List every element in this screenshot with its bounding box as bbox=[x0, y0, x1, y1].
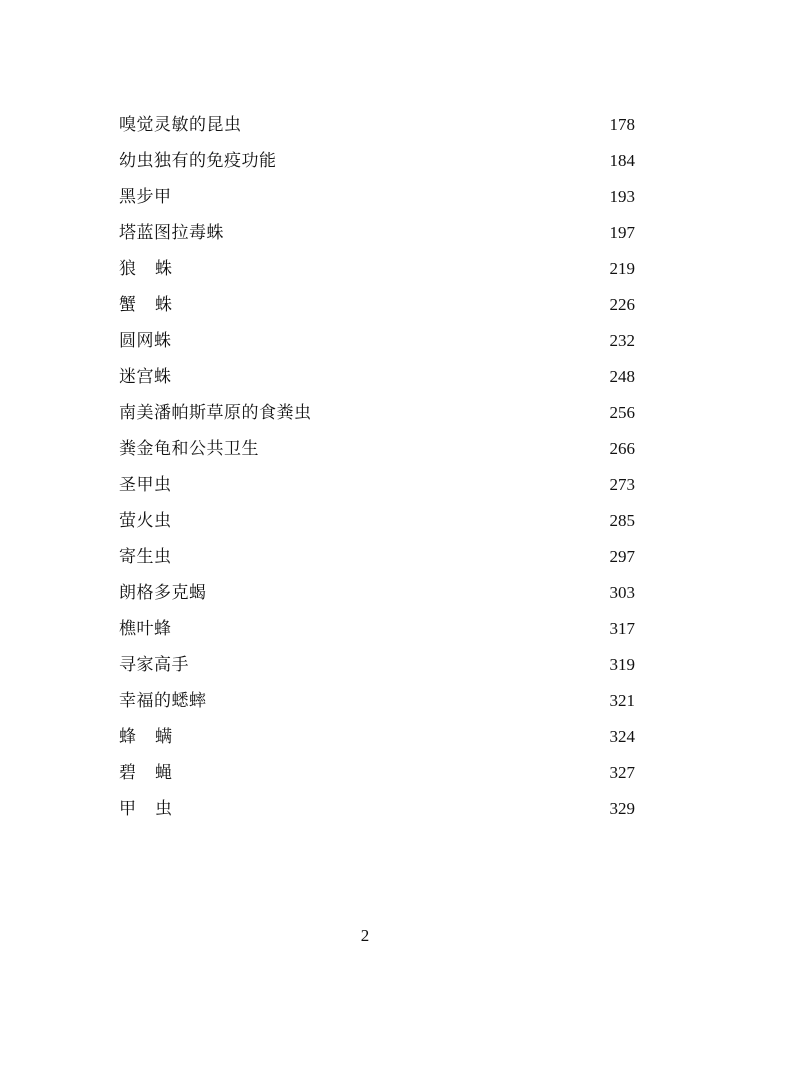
toc-entry[interactable] bbox=[119, 539, 635, 575]
dot-leader bbox=[275, 431, 596, 467]
toc-entry-title: 甲虫 bbox=[119, 799, 191, 819]
toc-entry[interactable] bbox=[119, 719, 635, 755]
toc-entry-page-number: 266 bbox=[609, 439, 635, 458]
dot-leader bbox=[207, 287, 596, 323]
toc-entry[interactable] bbox=[119, 143, 635, 179]
toc-entry-title: 圆网蛛 bbox=[119, 331, 172, 351]
toc-entry-page-number: 303 bbox=[609, 583, 635, 602]
toc-entry-page-number: 226 bbox=[609, 295, 635, 314]
toc-entry[interactable] bbox=[119, 791, 635, 827]
toc-entry[interactable] bbox=[119, 503, 635, 539]
toc-entry-title: 圣甲虫 bbox=[119, 475, 172, 495]
toc-entry[interactable] bbox=[119, 611, 635, 647]
toc-entry[interactable] bbox=[119, 107, 635, 143]
page-number: 2 bbox=[360, 926, 370, 945]
dot-leader bbox=[207, 251, 596, 287]
toc-entry[interactable] bbox=[119, 215, 635, 251]
toc-entry-page-number: 256 bbox=[609, 403, 635, 422]
toc-entry-page-number: 297 bbox=[609, 547, 635, 566]
dot-leader bbox=[207, 719, 596, 755]
toc-entry-title: 粪金龟和公共卫生 bbox=[119, 439, 259, 459]
dot-leader bbox=[258, 107, 596, 143]
toc-entry-page-number: 327 bbox=[609, 763, 635, 782]
dot-leader bbox=[188, 179, 596, 215]
toc-entry-page-number: 317 bbox=[609, 619, 635, 638]
toc-entry-title: 幸福的蟋蟀 bbox=[119, 691, 207, 711]
dot-leader bbox=[188, 467, 596, 503]
toc-entry-page-number: 273 bbox=[609, 475, 635, 494]
toc-entry-title: 迷宫蛛 bbox=[119, 367, 172, 387]
toc-entry-title: 碧蝇 bbox=[119, 763, 191, 783]
dot-leader bbox=[240, 215, 596, 251]
toc-entry-page-number: 197 bbox=[609, 223, 635, 242]
toc-entry-title: 嗅觉灵敏的昆虫 bbox=[119, 115, 242, 135]
toc-entry-title: 塔蓝图拉毒蛛 bbox=[119, 223, 224, 243]
toc-entry-page-number: 285 bbox=[609, 511, 635, 530]
toc-entry-page-number: 324 bbox=[609, 727, 635, 746]
toc-entry-title: 幼虫独有的免疫功能 bbox=[119, 151, 277, 171]
toc-entry[interactable] bbox=[119, 647, 635, 683]
toc-entry[interactable] bbox=[119, 467, 635, 503]
toc-entry-page-number: 248 bbox=[609, 367, 635, 386]
dot-leader bbox=[205, 647, 596, 683]
toc-entry-page-number: 184 bbox=[609, 151, 635, 170]
toc-entry-page-number: 219 bbox=[609, 259, 635, 278]
dot-leader bbox=[188, 611, 596, 647]
toc-entry[interactable] bbox=[119, 431, 635, 467]
toc-entry-title: 朗格多克蝎 bbox=[119, 583, 207, 603]
toc-entry-page-number: 319 bbox=[609, 655, 635, 674]
toc-entry-page-number: 321 bbox=[609, 691, 635, 710]
toc-entry[interactable] bbox=[119, 251, 635, 287]
toc-entry-title: 寄生虫 bbox=[119, 547, 172, 567]
toc-entry[interactable] bbox=[119, 395, 635, 431]
toc-entry-title: 樵叶蜂 bbox=[119, 619, 172, 639]
toc-entry[interactable] bbox=[119, 323, 635, 359]
toc-entry[interactable] bbox=[119, 179, 635, 215]
toc-entry-title: 萤火虫 bbox=[119, 511, 172, 531]
toc-entry-title: 寻家高手 bbox=[119, 655, 189, 675]
toc-entry-page-number: 178 bbox=[609, 115, 635, 134]
toc-entry[interactable] bbox=[119, 287, 635, 323]
toc-entry-title: 蜂螨 bbox=[119, 727, 191, 747]
toc-entry-page-number: 329 bbox=[609, 799, 635, 818]
toc-entry-title: 狼蛛 bbox=[119, 259, 191, 279]
toc-entry[interactable] bbox=[119, 359, 635, 395]
dot-leader bbox=[188, 539, 596, 575]
dot-leader bbox=[293, 143, 596, 179]
dot-leader bbox=[328, 395, 596, 431]
toc-entry-page-number: 232 bbox=[609, 331, 635, 350]
dot-leader bbox=[188, 503, 596, 539]
toc-entry[interactable] bbox=[119, 683, 635, 719]
dot-leader bbox=[223, 683, 596, 719]
toc-entry-title: 南美潘帕斯草原的食粪虫 bbox=[119, 403, 312, 423]
toc-entry[interactable] bbox=[119, 575, 635, 611]
toc-entry[interactable] bbox=[119, 755, 635, 791]
table-of-contents bbox=[119, 107, 635, 827]
toc-entry-page-number: 193 bbox=[609, 187, 635, 206]
toc-entry-title: 蟹蛛 bbox=[119, 295, 191, 315]
toc-entry-title: 黑步甲 bbox=[119, 187, 172, 207]
dot-leader bbox=[207, 755, 596, 791]
dot-leader bbox=[207, 791, 596, 827]
dot-leader bbox=[223, 575, 596, 611]
dot-leader bbox=[188, 323, 596, 359]
dot-leader bbox=[188, 359, 596, 395]
